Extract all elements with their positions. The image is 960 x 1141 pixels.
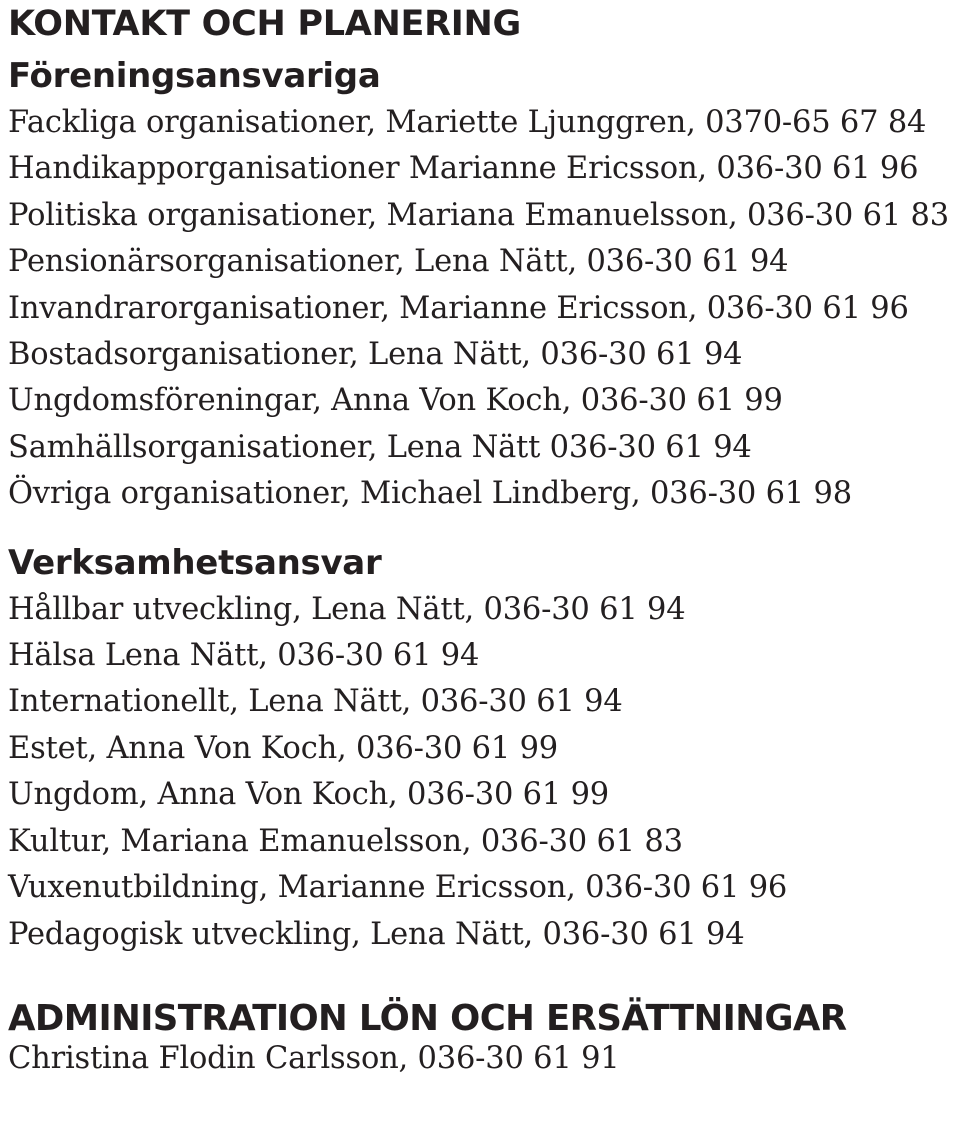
admin-heading: ADMINISTRATION LÖN OCH ERSÄTTNINGAR [8, 997, 847, 1039]
list-item: Fackliga organisationer, Mariette Ljunggren, 0370-65 67 84 [8, 105, 927, 140]
list-item: Ungdomsföreningar, Anna Von Koch, 036-30 61 99 [8, 383, 783, 419]
list-item: Politiska organisationer, Mariana Emanuelsson, 036-30 61 83 [8, 197, 949, 233]
list-item: Övriga organisationer, Michael Lindberg, 036-30 61 98 [8, 476, 852, 512]
list-item: Invandrarorganisationer, Marianne Ericsson, 036-30 61 96 [8, 290, 909, 326]
list-item: Hälsa Lena Nätt, 036-30 61 94 [8, 638, 480, 674]
list-item: Internationellt, Lena Nätt, 036-30 61 94 [8, 684, 623, 720]
list-item: Handikapporganisationer Marianne Ericsson, 036-30 61 96 [8, 151, 919, 187]
list-item: Pensionärsorganisationer, Lena Nätt, 036-30 61 94 [8, 244, 789, 280]
admin-contact: Christina Flodin Carlsson, 036-30 61 91 [8, 1040, 620, 1076]
section-heading-foreningsansvariga: Föreningsansvariga [8, 56, 381, 96]
document-page [8, 0, 956, 1079]
list-item: Pedagogisk utveckling, Lena Nätt, 036-30 61 94 [8, 916, 745, 952]
list-item: Kultur, Mariana Emanuelsson, 036-30 61 83 [8, 823, 683, 859]
section-heading-verksamhetsansvar: Verksamhetsansvar [8, 542, 382, 583]
verksamhetsansvar-list [8, 587, 956, 958]
document-title: KONTAKT OCH PLANERING [8, 4, 521, 44]
list-item: Bostadsorganisationer, Lena Nätt, 036-30 61 94 [8, 337, 743, 373]
list-item: Vuxenutbildning, Marianne Ericsson, 036-30 61 96 [8, 870, 788, 906]
list-item: Hållbar utveckling, Lena Nätt, 036-30 61 94 [8, 591, 686, 627]
list-item: Ungdom, Anna Von Koch, 036-30 61 99 [8, 777, 609, 813]
list-item: Estet, Anna Von Koch, 036-30 61 99 [8, 730, 558, 766]
list-item: Samhällsorganisationer, Lena Nätt 036-30 61 94 [8, 429, 752, 465]
foreningsansvariga-list [8, 100, 956, 518]
